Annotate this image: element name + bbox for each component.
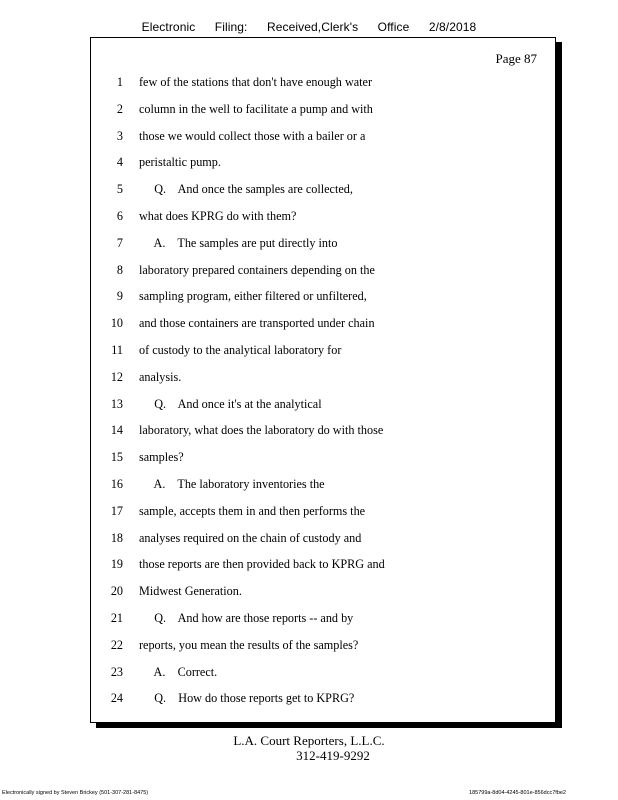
- line-number: 17: [110, 503, 123, 518]
- transcript-line: [91, 529, 557, 547]
- document-hash: 185799a-8d04-4245-801e-856dcc7fbe2: [469, 790, 566, 796]
- line-number: 15: [110, 450, 123, 465]
- transcript-line: [91, 207, 557, 225]
- line-number: 16: [110, 477, 123, 491]
- line-text: peristaltic pump.: [139, 155, 221, 170]
- transcript-frame: [90, 37, 556, 723]
- line-number: 11: [111, 343, 123, 357]
- line-text: laboratory prepared containers depending on the: [139, 262, 375, 277]
- line-text: analyses required on the chain of custody and: [139, 530, 362, 545]
- line-text: analysis.: [139, 369, 182, 384]
- line-text: Midwest Generation.: [139, 584, 242, 599]
- line-number: 18: [110, 530, 123, 545]
- transcript-line: [91, 341, 557, 359]
- line-text: what does KPRG do with them?: [139, 209, 297, 223]
- line-text: and those containers are transported under chain: [139, 316, 375, 331]
- line-number: 19: [110, 557, 123, 572]
- transcript-line: [91, 663, 557, 681]
- transcript-line: [91, 609, 557, 627]
- line-text: Q. And how are those reports -- and by: [139, 611, 354, 625]
- line-text: Q. And once it's at the analytical: [139, 396, 322, 411]
- reporter-company: L.A. Court Reporters, L.L.C.: [233, 733, 385, 748]
- line-text: those we would collect those with a bailer or a: [139, 128, 366, 143]
- reporter-phone: 312-419-9292: [296, 748, 370, 763]
- transcript-line: [91, 448, 557, 466]
- filing-stamp-part-3: Received,Clerk's: [266, 20, 359, 34]
- transcript-line: [91, 153, 557, 171]
- page-number: Page 87: [495, 51, 537, 66]
- filing-stamp-date: 2/8/2018: [428, 20, 477, 34]
- line-text: A. Correct.: [139, 664, 218, 679]
- filing-stamp-part-4: Office: [377, 20, 410, 34]
- transcript-line: [91, 287, 557, 305]
- line-number: 6: [116, 209, 123, 223]
- line-number: 24: [110, 691, 123, 706]
- line-number: 21: [110, 611, 123, 625]
- line-number: 1: [116, 75, 123, 89]
- line-text: Q. And once the samples are collected,: [139, 182, 353, 197]
- line-text: Q. How do those reports get to KPRG?: [139, 691, 355, 706]
- line-number: 22: [110, 637, 123, 652]
- line-number: 7: [116, 235, 123, 250]
- line-number: 10: [110, 316, 123, 331]
- transcript-line: [91, 100, 557, 118]
- transcript-line: [91, 582, 557, 600]
- transcript-line: [91, 180, 557, 198]
- transcript-line: [91, 73, 557, 91]
- line-number: 8: [116, 262, 123, 277]
- line-number: 9: [116, 289, 123, 304]
- filing-stamp-part-1: Electronic: [141, 20, 196, 34]
- transcript-line: [91, 689, 557, 707]
- line-text: reports, you mean the results of the samples?: [139, 637, 359, 652]
- reporter-footer: [0, 733, 618, 763]
- line-text: few of the stations that don't have enough water: [139, 75, 373, 89]
- line-number: 4: [116, 155, 123, 170]
- line-text: sample, accepts them in and then performs the: [139, 503, 366, 518]
- transcript-line: [91, 502, 557, 520]
- line-text: A. The samples are put directly into: [139, 235, 338, 250]
- line-number: 2: [116, 101, 123, 116]
- line-text: those reports are then provided back to KPRG and: [139, 557, 385, 572]
- transcript-line: [91, 395, 557, 413]
- line-number: 23: [110, 664, 123, 679]
- line-text: sampling program, either filtered or unfiltered,: [139, 289, 367, 304]
- line-number: 13: [110, 396, 123, 411]
- transcript-line: [91, 368, 557, 386]
- line-text: A. The laboratory inventories the: [139, 477, 325, 491]
- line-text: column in the well to facilitate a pump and with: [139, 101, 373, 116]
- line-number: 12: [110, 369, 123, 384]
- line-number: 14: [110, 423, 123, 438]
- line-text: laboratory, what does the laboratory do with those: [139, 423, 384, 438]
- transcript-line: [91, 261, 557, 279]
- transcript-line: [91, 127, 557, 145]
- filing-stamp-part-2: Filing:: [214, 20, 248, 34]
- line-number: 20: [110, 584, 123, 599]
- transcript-line: [91, 555, 557, 573]
- line-number: 3: [116, 128, 123, 143]
- line-text: of custody to the analytical laboratory for: [139, 343, 342, 357]
- line-number: 5: [116, 182, 123, 197]
- transcript-line: [91, 234, 557, 252]
- transcript-line: [91, 475, 557, 493]
- filing-stamp: [0, 20, 618, 34]
- line-text: samples?: [139, 450, 184, 465]
- electronic-signature: Electronically signed by Steven Brickey (501-307-281-8475): [2, 790, 149, 796]
- transcript-line: [91, 314, 557, 332]
- transcript-line: [91, 421, 557, 439]
- transcript-line: [91, 636, 557, 654]
